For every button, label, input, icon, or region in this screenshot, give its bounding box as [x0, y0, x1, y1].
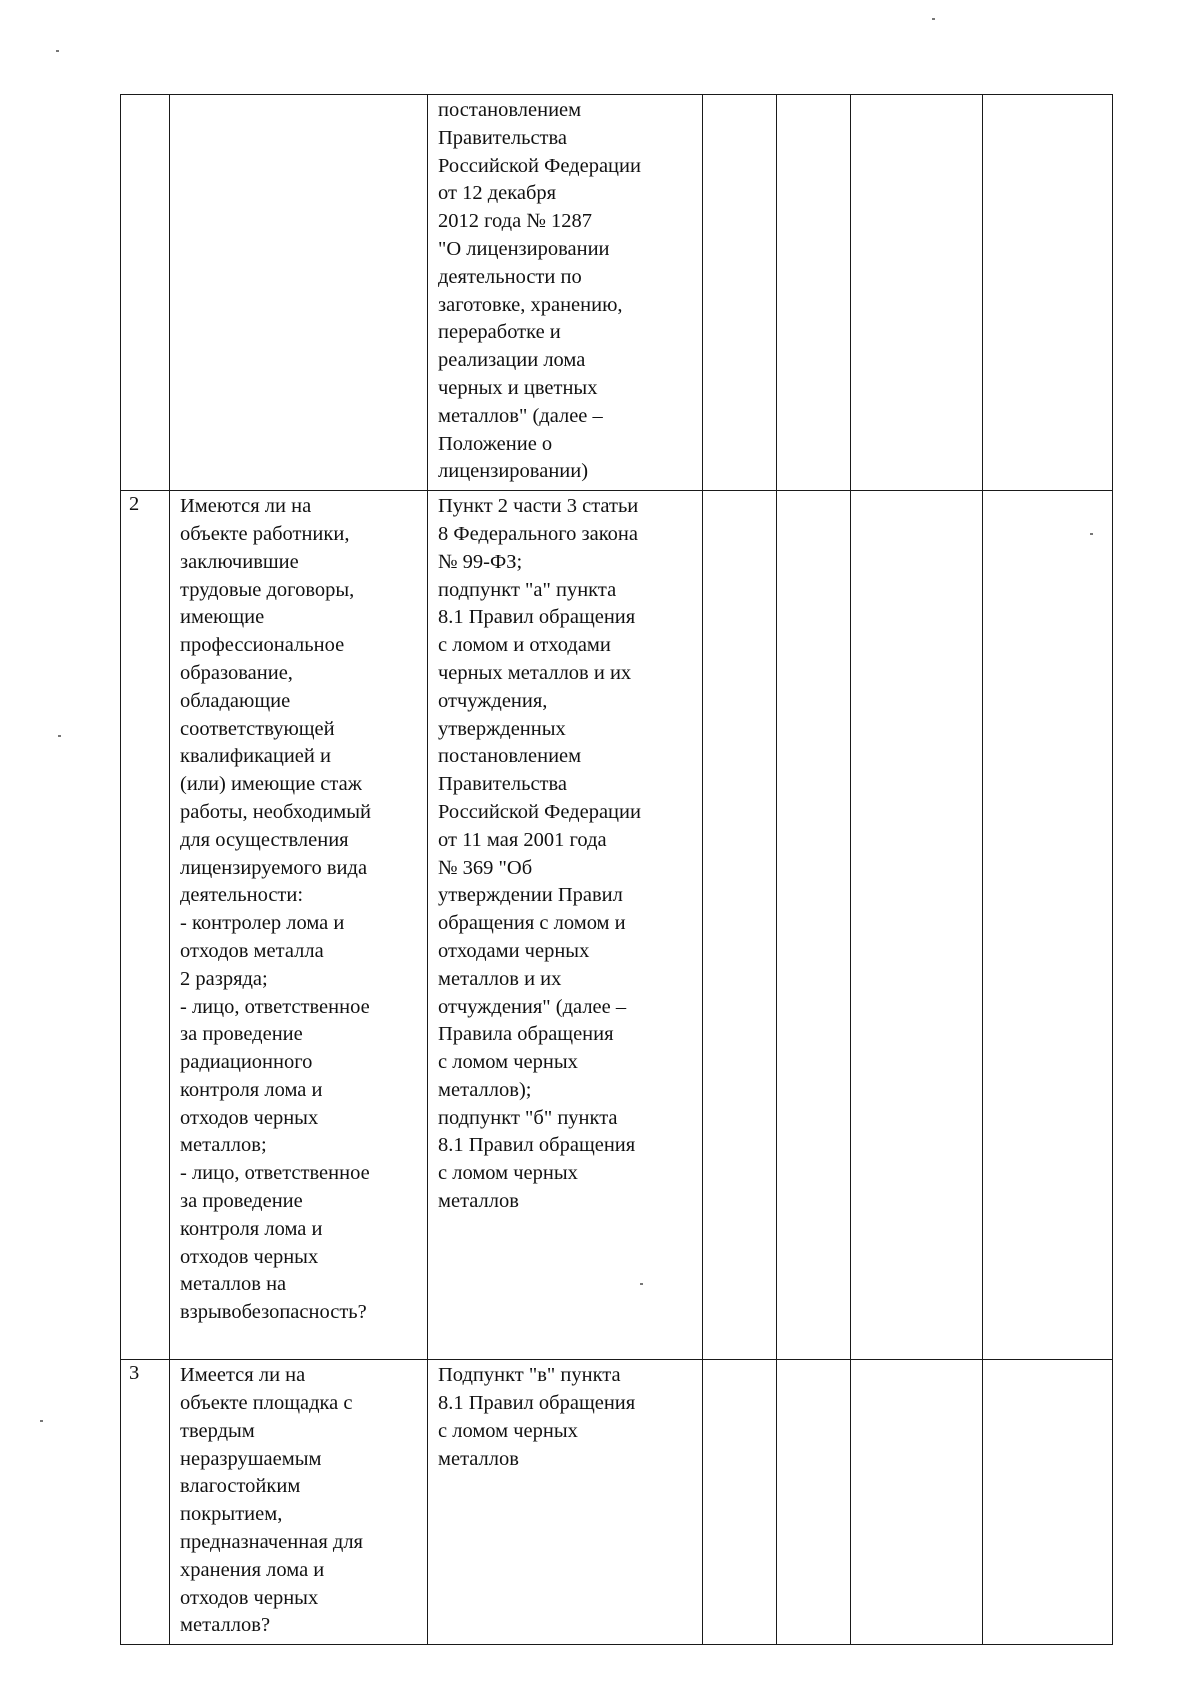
question-cell: [170, 491, 428, 1360]
scan-speck: [932, 18, 935, 20]
table-row: [121, 491, 1113, 1360]
requirement-text: Подпункт "в" пункта 8.1 Правил обращения с ломом черных металлов: [438, 1364, 636, 1470]
answer-yes-cell: [703, 95, 777, 491]
scan-speck: [1090, 533, 1093, 535]
row-number-cell: [121, 95, 170, 491]
row-number-cell: [121, 1360, 170, 1645]
checklist-table: [120, 94, 1113, 1645]
scan-speck: [56, 50, 59, 52]
table-row: [121, 1360, 1113, 1645]
requirement-text: Пункт 2 части 3 статьи 8 Федерального закона № 99-ФЗ; подпункт "а" пункта 8.1 Правил обращения с ломом и отходами черных металлов и их отчуждения, утвержденных постановлением Правительства Российской Федерации от 11 мая 2001 года № 369 "Об утверждении Правил обращения с ломом и отходами черных металлов и их отчуждения" (далее – Правила обращения с ломом черных металлов); подпункт "б" пункта 8.1 Правил обращения с ломом черных металлов: [438, 495, 641, 1213]
not-applicable-cell: [851, 1360, 983, 1645]
question-cell: [170, 1360, 428, 1645]
row-number: 2: [129, 493, 140, 516]
answer-yes-cell: [703, 1360, 777, 1645]
answer-no-cell: [777, 491, 851, 1360]
requirement-cell: [428, 95, 703, 491]
requirement-cell: [428, 1360, 703, 1645]
requirement-cell: [428, 491, 703, 1360]
row-number-cell: [121, 491, 170, 1360]
question-text: Имеется ли на объекте площадка с твердым неразрушаемым влагостойким покрытием, предназначенная для хранения лома и отходов черных металлов?: [180, 1364, 363, 1637]
not-applicable-cell: [851, 95, 983, 491]
scan-speck: [58, 735, 61, 737]
question-cell: [170, 95, 428, 491]
answer-yes-cell: [703, 491, 777, 1360]
answer-no-cell: [777, 1360, 851, 1645]
table-row: [121, 95, 1113, 491]
remarks-cell: [983, 95, 1113, 491]
question-text: Имеются ли на объекте работники, заключившие трудовые договоры, имеющие профессиональное образование, обладающие соответствующей квалификацией и (или) имеющие стаж работы, необходимый для осуществления лицензируемого вида деятельности: - контролер лома и отходов металла 2 разряда; - лицо, ответственное за проведение радиационного контроля лома и отходов черных металлов; - лицо, ответственное за проведение контроля лома и отходов черных металлов на взрывобезопасность?: [180, 495, 371, 1324]
scan-speck: [40, 1420, 43, 1422]
answer-no-cell: [777, 95, 851, 491]
scan-speck: [640, 1283, 643, 1285]
remarks-cell: [983, 491, 1113, 1360]
row-number: 3: [129, 1362, 140, 1385]
requirement-text: постановлением Правительства Российской Федерации от 12 декабря 2012 года № 1287 "О лицензировании деятельности по заготовке, хранению, переработке и реализации лома черных и цветных металлов" (далее – Положение о лицензировании): [438, 99, 641, 483]
not-applicable-cell: [851, 491, 983, 1360]
remarks-cell: [983, 1360, 1113, 1645]
